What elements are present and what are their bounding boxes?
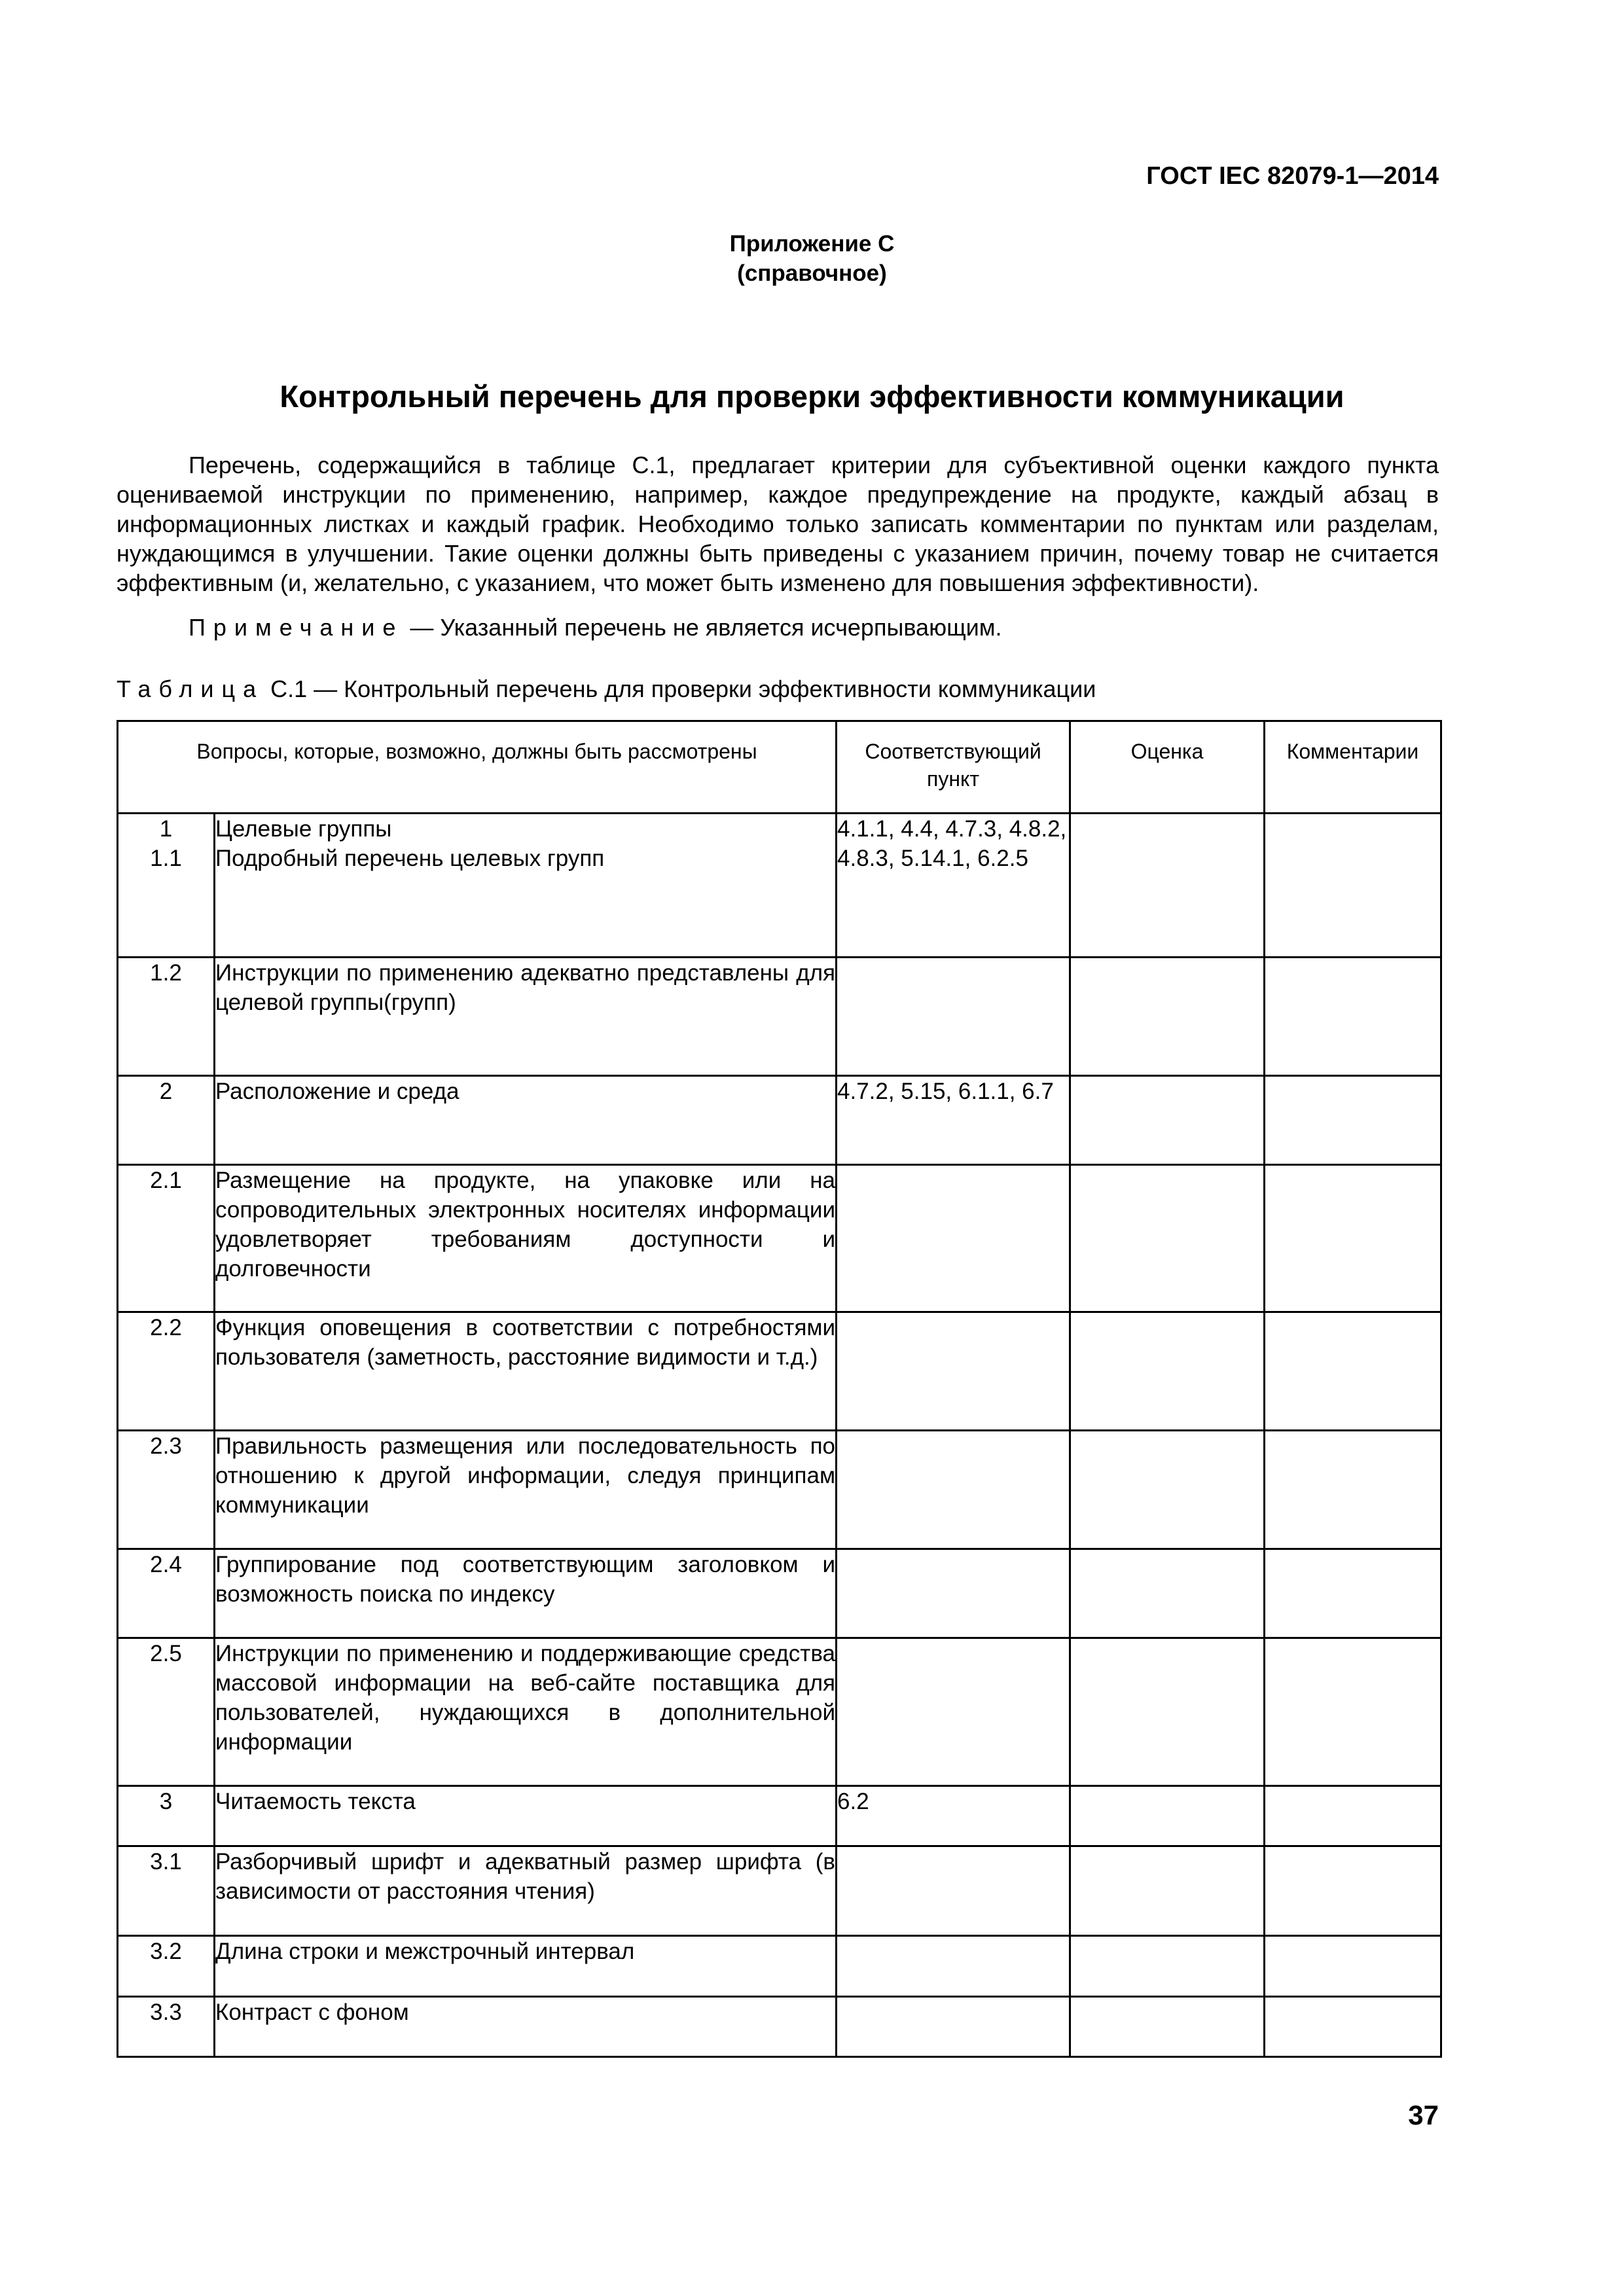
- header-evaluation: Оценка: [1070, 721, 1265, 814]
- checklist-table: [117, 720, 1442, 2058]
- header-comments: Комментарии: [1265, 721, 1441, 814]
- row-question-text: Правильность размещения или последовательность по отношению к другой информации, следуя принципам коммуникации: [215, 1433, 836, 1518]
- row-number-text: 1: [159, 816, 173, 842]
- row-evaluation-cell[interactable]: [1070, 1786, 1265, 1846]
- row-evaluation-cell[interactable]: [1070, 1431, 1265, 1549]
- row-number: [118, 1997, 215, 2057]
- note-text: — Указанный перечень не является исчерпывающим.: [403, 614, 1002, 641]
- row-clause: [837, 1936, 1070, 1997]
- row-comments-cell[interactable]: [1265, 1846, 1441, 1936]
- row-comments-cell[interactable]: [1265, 1936, 1441, 1997]
- row-question: [215, 1431, 837, 1549]
- row-clause: 4.7.2, 5.15, 6.1.1, 6.7: [837, 1076, 1070, 1165]
- table-row: [118, 1165, 1441, 1312]
- row-number-text: 2.4: [150, 1552, 182, 1577]
- table-row: [118, 1936, 1441, 1997]
- table-row: [118, 1638, 1441, 1786]
- row-clause: [837, 1431, 1070, 1549]
- table-caption: [117, 674, 1439, 704]
- table-caption-label: Таблица: [117, 675, 264, 702]
- row-question-text: Длина строки и межстрочный интервал: [215, 1939, 635, 1964]
- table-body: [118, 814, 1441, 2057]
- row-number: [118, 1846, 215, 1936]
- header-clause: Соответствующий пункт: [837, 721, 1070, 814]
- row-evaluation-cell[interactable]: [1070, 1165, 1265, 1312]
- row-number-text: 2: [159, 1079, 173, 1104]
- row-clause: [837, 1846, 1070, 1936]
- row-evaluation-cell[interactable]: [1070, 1312, 1265, 1431]
- row-question: [215, 958, 837, 1076]
- row-question-text: Читаемость текста: [215, 1789, 416, 1814]
- row-question-text: Контраст с фоном: [215, 2000, 409, 2025]
- page-number: 37: [1408, 2100, 1439, 2130]
- document-code: ГОСТ IEC 82079-1—2014: [1146, 162, 1439, 190]
- row-question: [215, 1786, 837, 1846]
- page-title: Контрольный перечень для проверки эффективности коммуникации: [280, 379, 1344, 414]
- annex-heading: [0, 229, 1624, 288]
- row-question: [215, 1846, 837, 1936]
- row-comments-cell[interactable]: [1265, 1786, 1441, 1846]
- table-header-row: [118, 721, 1441, 814]
- row-number-text: 2.1: [150, 1168, 182, 1193]
- row-clause: [837, 958, 1070, 1076]
- table-row: [118, 958, 1441, 1076]
- row-number-text: 3.1: [150, 1849, 182, 1874]
- row-question-text: Расположение и среда: [215, 1079, 460, 1104]
- row-comments-cell[interactable]: [1265, 1431, 1441, 1549]
- row-question-text: Инструкции по применению и поддерживающие средства массовой информации на веб-сайте поставщика для пользователей, нуждающихся в дополнительной информации: [215, 1641, 836, 1755]
- row-number: [118, 1076, 215, 1165]
- row-number: [118, 814, 215, 958]
- row-number: [118, 1312, 215, 1431]
- row-subquestion-text: Подробный перечень целевых групп: [215, 846, 605, 871]
- table-row: [118, 1846, 1441, 1936]
- note-label: Примечание: [189, 614, 404, 641]
- row-evaluation-cell[interactable]: [1070, 1997, 1265, 2057]
- row-question: [215, 1997, 837, 2057]
- annex-label: Приложение C: [729, 231, 895, 257]
- row-clause: 4.1.1, 4.4, 4.7.3, 4.8.2, 4.8.3, 5.14.1, 6.2.5: [837, 814, 1070, 958]
- table-row: [118, 1431, 1441, 1549]
- row-clause: [837, 1549, 1070, 1638]
- row-clause: [837, 1997, 1070, 2057]
- row-evaluation-cell[interactable]: [1070, 1846, 1265, 1936]
- row-number-text: 3: [159, 1789, 173, 1814]
- row-clause: [837, 1165, 1070, 1312]
- row-number: [118, 1638, 215, 1786]
- row-question: [215, 814, 837, 958]
- table-row: [118, 814, 1441, 958]
- row-number-text: 2.2: [150, 1315, 182, 1340]
- row-question: [215, 1165, 837, 1312]
- row-number-text: 3.2: [150, 1939, 182, 1964]
- row-comments-cell[interactable]: [1265, 1312, 1441, 1431]
- row-comments-cell[interactable]: [1265, 958, 1441, 1076]
- row-comments-cell[interactable]: [1265, 1549, 1441, 1638]
- table-row: [118, 1549, 1441, 1638]
- row-evaluation-cell[interactable]: [1070, 1638, 1265, 1786]
- row-question: [215, 1549, 837, 1638]
- row-number-text: 2.5: [150, 1641, 182, 1666]
- row-number: [118, 1786, 215, 1846]
- row-question-text: Группирование под соответствующим заголовком и возможность поиска по индексу: [215, 1552, 836, 1607]
- row-number: [118, 1431, 215, 1549]
- row-question-text: Целевые группы: [215, 816, 392, 842]
- row-comments-cell[interactable]: [1265, 1076, 1441, 1165]
- row-question-text: Функция оповещения в соответствии с потребностями пользователя (заметность, расстояние видимости и т.д.): [215, 1315, 836, 1370]
- row-question: [215, 1312, 837, 1431]
- annex-type: (справочное): [737, 260, 887, 286]
- row-clause: [837, 1638, 1070, 1786]
- note-paragraph: [189, 613, 1432, 642]
- row-question-text: Разборчивый шрифт и адекватный размер шрифта (в зависимости от расстояния чтения): [215, 1849, 836, 1904]
- row-question-text: Размещение на продукте, на упаковке или на сопроводительных электронных носителях информации удовлетворяет требованиям доступности и долговечности: [215, 1168, 836, 1282]
- row-comments-cell[interactable]: [1265, 814, 1441, 958]
- table-caption-text: C.1 — Контрольный перечень для проверки эффективности коммуникации: [264, 675, 1096, 702]
- row-number: [118, 958, 215, 1076]
- intro-paragraph: Перечень, содержащийся в таблице C.1, предлагает критерии для субъективной оценки каждого пункта оцениваемой инструкции по применению, например, каждое предупреждение на продукте, каждый абзац в информационных листках и каждый график. Необходимо только записать комментарии по пунктам или разделам, нуждающимся в улучшении. Такие оценки должны быть приведены с указанием причин, почему товар не считается эффективным (и, желательно, с указанием, что может быть изменено для повышения эффективности).: [117, 452, 1439, 596]
- row-evaluation-cell[interactable]: [1070, 958, 1265, 1076]
- row-subnumber-text: 1.1: [150, 846, 182, 871]
- row-question: [215, 1076, 837, 1165]
- row-evaluation-cell[interactable]: [1070, 814, 1265, 958]
- row-comments-cell[interactable]: [1265, 1997, 1441, 2057]
- row-question: [215, 1936, 837, 1997]
- table-row: [118, 1076, 1441, 1165]
- row-question: [215, 1638, 837, 1786]
- row-comments-cell[interactable]: [1265, 1638, 1441, 1786]
- row-comments-cell[interactable]: [1265, 1165, 1441, 1312]
- row-number: [118, 1549, 215, 1638]
- row-evaluation-cell[interactable]: [1070, 1076, 1265, 1165]
- row-clause: 6.2: [837, 1786, 1070, 1846]
- row-number-text: 2.3: [150, 1433, 182, 1459]
- table-row: [118, 1312, 1441, 1431]
- row-evaluation-cell[interactable]: [1070, 1936, 1265, 1997]
- row-number-text: 3.3: [150, 2000, 182, 2025]
- row-number: [118, 1936, 215, 1997]
- row-clause: [837, 1312, 1070, 1431]
- table-row: [118, 1997, 1441, 2057]
- header-questions: Вопросы, которые, возможно, должны быть рассмотрены: [118, 721, 837, 814]
- row-number-text: 1.2: [150, 960, 182, 986]
- row-question-text: Инструкции по применению адекватно представлены для целевой группы(групп): [215, 960, 836, 1015]
- table-row: [118, 1786, 1441, 1846]
- row-evaluation-cell[interactable]: [1070, 1549, 1265, 1638]
- row-number: [118, 1165, 215, 1312]
